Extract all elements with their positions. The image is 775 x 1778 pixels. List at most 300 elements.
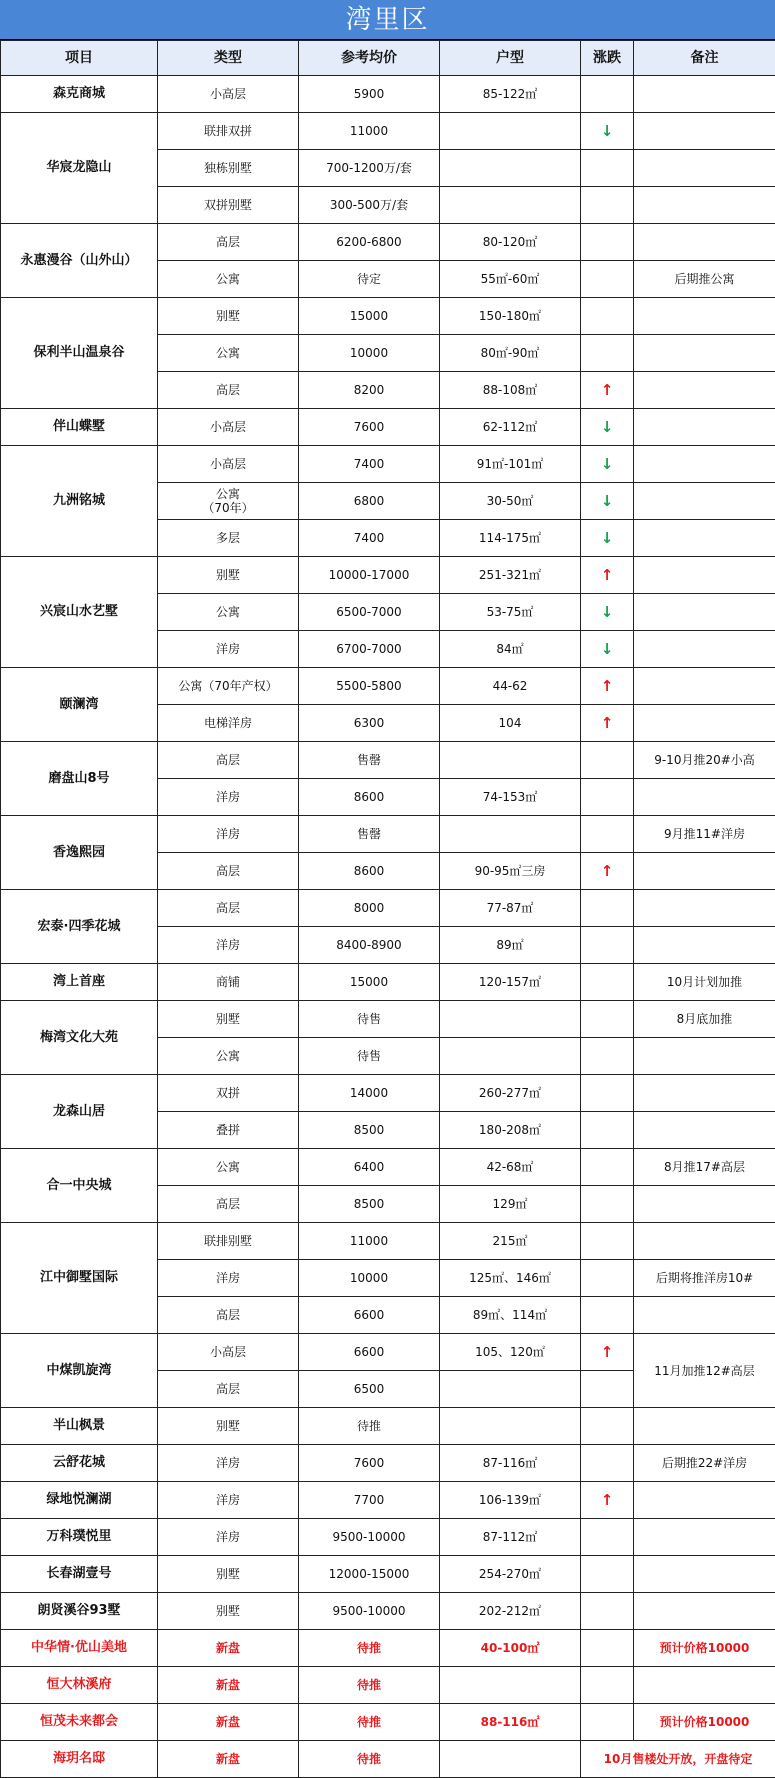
cell-note: 后期将推洋房10# <box>634 1260 775 1297</box>
arrow-down-icon: ↓ <box>601 122 614 140</box>
cell-type: 联排别墅 <box>158 1223 299 1260</box>
cell-project: 万科璞悦里 <box>1 1519 158 1556</box>
cell-price: 300-500万/套 <box>299 187 440 224</box>
cell-unit: 44-62 <box>440 668 581 705</box>
cell-price: 7700 <box>299 1482 440 1519</box>
cell-unit: 85-122㎡ <box>440 76 581 113</box>
cell-project: 中华情·优山美地 <box>1 1630 158 1667</box>
cell-type: 别墅 <box>158 1001 299 1038</box>
cell-type: 洋房 <box>158 1519 299 1556</box>
table-row <box>1 1445 775 1482</box>
cell-unit <box>440 187 581 224</box>
cell-note: 8月底加推 <box>634 1001 775 1038</box>
cell-trend <box>581 1519 634 1556</box>
cell-unit: 129㎡ <box>440 1186 581 1223</box>
table-row <box>1 76 775 113</box>
cell-trend <box>581 557 634 594</box>
cell-price: 待推 <box>299 1667 440 1704</box>
cell-project: 江中御墅国际 <box>1 1223 158 1334</box>
cell-unit: 215㎡ <box>440 1223 581 1260</box>
cell-unit: 251-321㎡ <box>440 557 581 594</box>
cell-note <box>634 335 775 372</box>
arrow-down-icon: ↓ <box>601 455 614 473</box>
cell-unit: 42-68㎡ <box>440 1149 581 1186</box>
table-row <box>1 964 775 1001</box>
table-row <box>1 1741 775 1778</box>
cell-note <box>634 853 775 890</box>
cell-type: 公寓 <box>158 1038 299 1075</box>
cell-price: 9500-10000 <box>299 1593 440 1630</box>
cell-trend <box>581 779 634 816</box>
cell-project: 颐澜湾 <box>1 668 158 742</box>
cell-note: 9-10月推20#小高 <box>634 742 775 779</box>
header-project: 项目 <box>1 41 158 76</box>
cell-trend <box>581 705 634 742</box>
cell-price: 售罄 <box>299 742 440 779</box>
cell-note: 预计价格10000 <box>634 1630 775 1667</box>
table-row <box>1 1704 775 1741</box>
cell-type: 叠拼 <box>158 1112 299 1149</box>
cell-price: 7400 <box>299 446 440 483</box>
cell-unit: 40-100㎡ <box>440 1630 581 1667</box>
cell-trend <box>581 1593 634 1630</box>
cell-price: 15000 <box>299 964 440 1001</box>
cell-price: 11000 <box>299 1223 440 1260</box>
cell-note <box>634 927 775 964</box>
table-row <box>1 816 775 853</box>
cell-project: 绿地悦澜湖 <box>1 1482 158 1519</box>
table-body <box>1 76 775 1778</box>
cell-trend <box>581 1297 634 1334</box>
cell-unit: 62-112㎡ <box>440 409 581 446</box>
cell-unit: 114-175㎡ <box>440 520 581 557</box>
cell-unit <box>440 1001 581 1038</box>
cell-project: 磨盘山8号 <box>1 742 158 816</box>
cell-price: 8500 <box>299 1112 440 1149</box>
table-row <box>1 1408 775 1445</box>
cell-price: 待售 <box>299 1001 440 1038</box>
cell-unit: 88-108㎡ <box>440 372 581 409</box>
cell-unit <box>440 1667 581 1704</box>
cell-trend <box>581 1260 634 1297</box>
cell-unit: 180-208㎡ <box>440 1112 581 1149</box>
cell-unit: 104 <box>440 705 581 742</box>
cell-note <box>634 1075 775 1112</box>
cell-type: 新盘 <box>158 1667 299 1704</box>
cell-unit <box>440 816 581 853</box>
cell-price: 14000 <box>299 1075 440 1112</box>
arrow-down-icon: ↓ <box>601 640 614 658</box>
cell-note <box>634 1482 775 1519</box>
arrow-down-icon: ↓ <box>601 492 614 510</box>
cell-type: 公寓（70年产权） <box>158 668 299 705</box>
cell-unit: 105、120㎡ <box>440 1334 581 1371</box>
cell-note <box>634 446 775 483</box>
cell-note <box>634 298 775 335</box>
cell-type: 高层 <box>158 224 299 261</box>
cell-note: 10月计划加推 <box>634 964 775 1001</box>
cell-note <box>634 779 775 816</box>
cell-price: 待推 <box>299 1630 440 1667</box>
cell-trend <box>581 1630 634 1667</box>
cell-price: 9500-10000 <box>299 1519 440 1556</box>
cell-note <box>634 1593 775 1630</box>
cell-type: 新盘 <box>158 1704 299 1741</box>
cell-unit: 84㎡ <box>440 631 581 668</box>
cell-price: 8600 <box>299 779 440 816</box>
cell-unit <box>440 742 581 779</box>
cell-unit: 90-95㎡三房 <box>440 853 581 890</box>
cell-type: 高层 <box>158 372 299 409</box>
cell-note <box>634 1112 775 1149</box>
cell-price: 售罄 <box>299 816 440 853</box>
table-row <box>1 446 775 483</box>
price-table <box>0 40 775 1778</box>
cell-note: 8月推17#高层 <box>634 1149 775 1186</box>
cell-trend <box>581 1482 634 1519</box>
cell-type: 洋房 <box>158 1445 299 1482</box>
cell-unit: 89㎡ <box>440 927 581 964</box>
cell-note <box>634 1667 775 1704</box>
cell-type: 小高层 <box>158 1334 299 1371</box>
cell-price: 5500-5800 <box>299 668 440 705</box>
cell-price: 12000-15000 <box>299 1556 440 1593</box>
cell-type: 公寓 <box>158 261 299 298</box>
cell-type: 高层 <box>158 1186 299 1223</box>
cell-trend <box>581 1408 634 1445</box>
cell-trend <box>581 594 634 631</box>
cell-type: 小高层 <box>158 409 299 446</box>
cell-trend <box>581 816 634 853</box>
cell-unit: 106-139㎡ <box>440 1482 581 1519</box>
cell-trend <box>581 187 634 224</box>
cell-trend <box>581 261 634 298</box>
cell-type: 洋房 <box>158 631 299 668</box>
cell-unit <box>440 150 581 187</box>
cell-trend <box>581 1334 634 1371</box>
cell-unit <box>440 1038 581 1075</box>
cell-trend <box>581 409 634 446</box>
cell-trend <box>581 668 634 705</box>
cell-price: 7600 <box>299 1445 440 1482</box>
cell-note: 10月售楼处开放，开盘待定 <box>581 1741 775 1778</box>
table-row <box>1 1630 775 1667</box>
cell-unit: 80㎡-90㎡ <box>440 335 581 372</box>
cell-note <box>634 668 775 705</box>
cell-price: 8200 <box>299 372 440 409</box>
cell-type: 高层 <box>158 853 299 890</box>
cell-unit: 254-270㎡ <box>440 1556 581 1593</box>
cell-trend <box>581 335 634 372</box>
table-row <box>1 1223 775 1260</box>
cell-note <box>634 594 775 631</box>
header-price: 参考均价 <box>299 41 440 76</box>
cell-note: 后期推22#洋房 <box>634 1445 775 1482</box>
cell-price: 8600 <box>299 853 440 890</box>
cell-trend <box>581 483 634 520</box>
cell-type: 洋房 <box>158 816 299 853</box>
cell-price: 6600 <box>299 1297 440 1334</box>
cell-note <box>634 705 775 742</box>
cell-type: 高层 <box>158 1297 299 1334</box>
cell-price: 待推 <box>299 1704 440 1741</box>
cell-type: 公寓 <box>158 1149 299 1186</box>
cell-project: 长春湖壹号 <box>1 1556 158 1593</box>
cell-type: 别墅 <box>158 298 299 335</box>
cell-trend <box>581 298 634 335</box>
cell-project: 伴山蝶墅 <box>1 409 158 446</box>
cell-trend <box>581 631 634 668</box>
cell-note <box>634 1297 775 1334</box>
cell-note: 后期推公寓 <box>634 261 775 298</box>
cell-note <box>634 372 775 409</box>
cell-project: 九洲铭城 <box>1 446 158 557</box>
cell-unit: 74-153㎡ <box>440 779 581 816</box>
cell-trend <box>581 1001 634 1038</box>
header-unit: 户型 <box>440 41 581 76</box>
cell-unit: 260-277㎡ <box>440 1075 581 1112</box>
cell-trend <box>581 150 634 187</box>
cell-type: 多层 <box>158 520 299 557</box>
cell-trend <box>581 964 634 1001</box>
cell-unit: 202-212㎡ <box>440 1593 581 1630</box>
cell-unit: 30-50㎡ <box>440 483 581 520</box>
cell-type: 新盘 <box>158 1630 299 1667</box>
cell-type: 新盘 <box>158 1741 299 1778</box>
cell-type: 高层 <box>158 1371 299 1408</box>
cell-project: 恒大林溪府 <box>1 1667 158 1704</box>
table-row <box>1 298 775 335</box>
cell-price: 待推 <box>299 1408 440 1445</box>
cell-note: 预计价格10000 <box>634 1704 775 1741</box>
cell-type: 双拼别墅 <box>158 187 299 224</box>
cell-trend <box>581 224 634 261</box>
cell-price: 700-1200万/套 <box>299 150 440 187</box>
cell-type: 双拼 <box>158 1075 299 1112</box>
cell-trend <box>581 927 634 964</box>
cell-project: 湾上首座 <box>1 964 158 1001</box>
cell-project: 朗贤溪谷93墅 <box>1 1593 158 1630</box>
table-row <box>1 1001 775 1038</box>
arrow-down-icon: ↓ <box>601 603 614 621</box>
cell-trend <box>581 1667 634 1704</box>
cell-project: 华宸龙隐山 <box>1 113 158 224</box>
cell-type: 独栋别墅 <box>158 150 299 187</box>
cell-note <box>634 483 775 520</box>
arrow-up-icon: ↑ <box>601 1491 614 1509</box>
arrow-down-icon: ↓ <box>601 418 614 436</box>
cell-project: 永惠漫谷（山外山） <box>1 224 158 298</box>
cell-trend <box>581 1075 634 1112</box>
table-row <box>1 1519 775 1556</box>
cell-type: 别墅 <box>158 1593 299 1630</box>
cell-type: 商铺 <box>158 964 299 1001</box>
cell-project: 海玥名邸 <box>1 1741 158 1778</box>
cell-note <box>634 409 775 446</box>
cell-type: 高层 <box>158 890 299 927</box>
cell-unit <box>440 1741 581 1778</box>
header-trend: 涨跌 <box>581 41 634 76</box>
arrow-up-icon: ↑ <box>601 1343 614 1361</box>
table-row <box>1 1149 775 1186</box>
cell-unit: 53-75㎡ <box>440 594 581 631</box>
cell-price: 6700-7000 <box>299 631 440 668</box>
table-row <box>1 1593 775 1630</box>
cell-project: 合一中央城 <box>1 1149 158 1223</box>
cell-unit: 120-157㎡ <box>440 964 581 1001</box>
cell-note <box>634 1038 775 1075</box>
cell-note <box>634 76 775 113</box>
header-row <box>1 41 775 76</box>
table-row <box>1 1075 775 1112</box>
cell-project: 香逸熙园 <box>1 816 158 890</box>
cell-type: 联排双拼 <box>158 113 299 150</box>
cell-price: 6500 <box>299 1371 440 1408</box>
cell-price: 5900 <box>299 76 440 113</box>
cell-trend <box>581 1704 634 1741</box>
cell-project: 中煤凯旋湾 <box>1 1334 158 1408</box>
page-title: 湾里区 <box>0 0 775 40</box>
cell-trend <box>581 1223 634 1260</box>
cell-price: 10000 <box>299 335 440 372</box>
cell-unit: 91㎡-101㎡ <box>440 446 581 483</box>
table-row <box>1 557 775 594</box>
arrow-down-icon: ↓ <box>601 529 614 547</box>
cell-type: 电梯洋房 <box>158 705 299 742</box>
cell-type: 高层 <box>158 742 299 779</box>
cell-price: 8000 <box>299 890 440 927</box>
cell-unit: 80-120㎡ <box>440 224 581 261</box>
cell-note <box>634 631 775 668</box>
cell-price: 待售 <box>299 1038 440 1075</box>
cell-trend <box>581 372 634 409</box>
cell-price: 待定 <box>299 261 440 298</box>
cell-project: 恒茂未来都会 <box>1 1704 158 1741</box>
cell-price: 6500-7000 <box>299 594 440 631</box>
table-row <box>1 1482 775 1519</box>
cell-type: 洋房 <box>158 1260 299 1297</box>
cell-note <box>634 113 775 150</box>
cell-unit: 87-116㎡ <box>440 1445 581 1482</box>
cell-price: 10000-17000 <box>299 557 440 594</box>
cell-price: 待推 <box>299 1741 440 1778</box>
table-row <box>1 668 775 705</box>
cell-trend <box>581 742 634 779</box>
arrow-up-icon: ↑ <box>601 566 614 584</box>
table-row <box>1 1667 775 1704</box>
cell-trend <box>581 1186 634 1223</box>
cell-project: 云舒花城 <box>1 1445 158 1482</box>
cell-note <box>634 224 775 261</box>
cell-project: 兴宸山水艺墅 <box>1 557 158 668</box>
cell-unit: 55㎡-60㎡ <box>440 261 581 298</box>
cell-type: 别墅 <box>158 1556 299 1593</box>
cell-note <box>634 187 775 224</box>
cell-trend <box>581 446 634 483</box>
cell-type: 公寓 <box>158 335 299 372</box>
cell-type: 洋房 <box>158 1482 299 1519</box>
table-row <box>1 409 775 446</box>
cell-note <box>634 150 775 187</box>
cell-trend <box>581 113 634 150</box>
cell-note: 11月加推12#高层 <box>634 1334 775 1408</box>
cell-trend <box>581 1149 634 1186</box>
cell-price: 6300 <box>299 705 440 742</box>
cell-price: 7400 <box>299 520 440 557</box>
cell-unit <box>440 1408 581 1445</box>
cell-price: 15000 <box>299 298 440 335</box>
header-type: 类型 <box>158 41 299 76</box>
cell-price: 8500 <box>299 1186 440 1223</box>
table-row <box>1 742 775 779</box>
header-note: 备注 <box>634 41 775 76</box>
cell-type: 洋房 <box>158 779 299 816</box>
cell-note <box>634 890 775 927</box>
cell-trend <box>581 1556 634 1593</box>
cell-unit: 89㎡、114㎡ <box>440 1297 581 1334</box>
cell-trend <box>581 1038 634 1075</box>
cell-trend <box>581 520 634 557</box>
cell-price: 6600 <box>299 1334 440 1371</box>
cell-note <box>634 1186 775 1223</box>
table-row <box>1 1556 775 1593</box>
cell-project: 宏泰·四季花城 <box>1 890 158 964</box>
arrow-up-icon: ↑ <box>601 381 614 399</box>
cell-trend <box>581 1112 634 1149</box>
cell-project: 龙森山居 <box>1 1075 158 1149</box>
cell-note <box>634 557 775 594</box>
cell-note <box>634 1408 775 1445</box>
cell-unit: 77-87㎡ <box>440 890 581 927</box>
table-row <box>1 224 775 261</box>
cell-type: 别墅 <box>158 557 299 594</box>
cell-type: 洋房 <box>158 927 299 964</box>
cell-note <box>634 1556 775 1593</box>
cell-trend <box>581 890 634 927</box>
cell-unit: 150-180㎡ <box>440 298 581 335</box>
arrow-up-icon: ↑ <box>601 714 614 732</box>
cell-unit: 87-112㎡ <box>440 1519 581 1556</box>
cell-price: 7600 <box>299 409 440 446</box>
cell-project: 保利半山温泉谷 <box>1 298 158 409</box>
cell-trend <box>581 1445 634 1482</box>
cell-unit <box>440 1371 581 1408</box>
cell-type: 公寓 <box>158 594 299 631</box>
cell-trend <box>581 76 634 113</box>
cell-project: 梅湾文化大苑 <box>1 1001 158 1075</box>
cell-note <box>634 520 775 557</box>
table-row <box>1 890 775 927</box>
cell-price: 8400-8900 <box>299 927 440 964</box>
arrow-up-icon: ↑ <box>601 862 614 880</box>
cell-trend <box>581 853 634 890</box>
cell-unit: 125㎡、146㎡ <box>440 1260 581 1297</box>
cell-trend <box>581 1371 634 1408</box>
cell-type: 公寓 （70年） <box>158 483 299 520</box>
cell-project: 森克商城 <box>1 76 158 113</box>
cell-price: 6200-6800 <box>299 224 440 261</box>
cell-project: 半山枫景 <box>1 1408 158 1445</box>
cell-price: 11000 <box>299 113 440 150</box>
arrow-up-icon: ↑ <box>601 677 614 695</box>
cell-price: 6800 <box>299 483 440 520</box>
cell-type: 小高层 <box>158 76 299 113</box>
cell-note: 9月推11#洋房 <box>634 816 775 853</box>
cell-note <box>634 1223 775 1260</box>
table-row <box>1 1334 775 1371</box>
cell-type: 小高层 <box>158 446 299 483</box>
cell-unit <box>440 113 581 150</box>
